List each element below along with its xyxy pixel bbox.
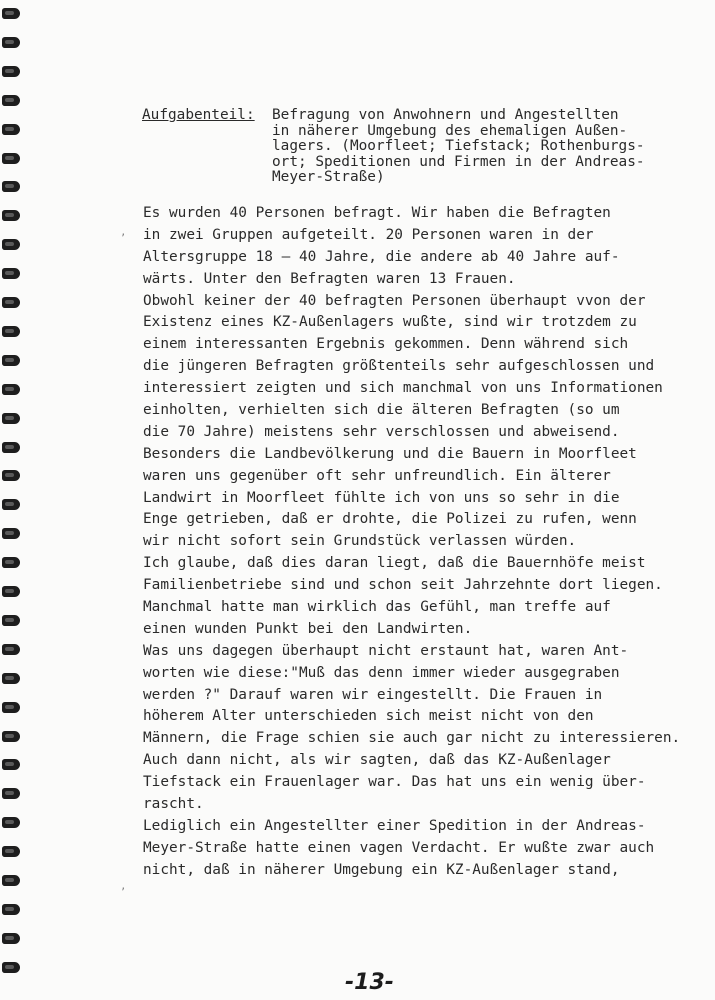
binding-ring [2,355,20,366]
binding-ring [2,153,20,164]
binding-ring [2,297,20,308]
binding-ring [2,817,20,828]
binding-ring [2,326,20,337]
binding-ring [2,66,20,77]
text-line: interessiert zeigten und sich manchmal von uns Informationen [143,380,663,397]
text-line: Auch dann nicht, als wir sagten, daß das KZ-Außenlager [143,752,611,769]
binding-ring [2,95,20,106]
text-line: Existenz eines KZ-Außenlagers wußte, sind wir trotzdem zu [143,314,637,331]
binding-ring [2,470,20,481]
text-line: werden ?" Darauf waren wir eingestellt. Die Frauen in [143,686,603,703]
text-line: einen wunden Punkt bei den Landwirten. [143,620,473,637]
text-line: waren uns gegenüber oft sehr unfreundlich. Ein älterer [143,467,611,484]
text-line: Landwirt in Moorfleet fühlte ich von uns so sehr in die [143,489,620,506]
text-line: wir nicht sofort sein Grundstück verlassen würden. [143,533,577,550]
binding-ring [2,442,20,453]
binding-ring [2,759,20,770]
binding-ring [2,268,20,279]
heading-description: Befragung von Anwohnern und Angestellten in näherer Umgebung des ehemaligen Außen- lagers. (Moorfleet; Tiefstack; Rothenburgs- ort; Speditionen und Firmen in der Andreas- Meyer-Straße) [272,107,645,185]
binding-ring [2,673,20,684]
text-line: worten wie diese:"Muß das denn immer wieder ausgegraben [143,664,620,681]
binding-ring [2,181,20,192]
binding-ring [2,962,20,973]
text-line: Familienbetriebe sind und schon seit Jahrzehnte dort liegen. [143,577,663,594]
page-number: -13- [345,970,394,995]
text-line: die 70 Jahre) meistens sehr verschlossen und abweisend. [143,423,620,440]
body-text [143,203,703,882]
text-line: Tiefstack ein Frauenlager war. Das hat uns ein wenig über- [143,774,646,791]
text-line: rascht. [143,796,204,813]
binding-ring [2,615,20,626]
binding-ring [2,499,20,510]
text-line: Meyer-Straße hatte einen vagen Verdacht. Er wußte zwar auch [143,839,655,856]
binding-ring [2,904,20,915]
text-line: Lediglich ein Angestellter einer Spedition in der Andreas- [143,817,646,834]
binding-ring [2,37,20,48]
binding-ring [2,644,20,655]
binding-ring [2,528,20,539]
binding-ring [2,557,20,568]
binding-ring [2,875,20,886]
text-line: Obwohl keiner der 40 befragten Personen überhaupt vvon der [143,292,646,309]
binding-ring [2,124,20,135]
text-line: einholten, verhielten sich die älteren Befragten (so um [143,402,620,419]
margin-tick-mark: ’ [120,233,127,244]
binding-ring [2,788,20,799]
text-line: höherem Alter unterschieden sich meist nicht von den [143,708,594,725]
text-line: Manchmal hatte man wirklich das Gefühl, man treffe auf [143,599,611,616]
binding-ring [2,933,20,944]
binding-ring [2,239,20,250]
binding-ring [2,384,20,395]
binding-ring [2,731,20,742]
text-line: nicht, daß in näherer Umgebung ein KZ-Außenlager stand, [143,861,620,878]
text-line: wärts. Unter den Befragten waren 13 Frauen. [143,270,516,287]
text-line: Enge getrieben, daß er drohte, die Polizei zu rufen, wenn [143,511,637,528]
binding-ring [2,586,20,597]
text-line: Männern, die Frage schien sie auch gar nicht zu interessieren. [143,730,681,747]
text-line: Altersgruppe 18 ‒ 40 Jahre, die andere ab 40 Jahre auf- [143,248,620,265]
text-line: Es wurden 40 Personen befragt. Wir haben die Befragten [143,205,611,221]
spiral-binding [0,0,24,1000]
text-line: einem interessanten Ergebnis gekommen. Denn während sich [143,336,629,353]
text-line: Besonders die Landbevölkerung und die Bauern in Moorfleet [143,445,637,462]
margin-tick-mark: ’ [120,887,127,898]
binding-ring [2,413,20,424]
text-line: in zwei Gruppen aufgeteilt. 20 Personen waren in der [143,226,594,243]
heading-label: Aufgabenteil: [142,107,255,123]
text-line: Ich glaube, daß dies daran liegt, daß die Bauernhöfe meist [143,555,646,572]
text-line: Was uns dagegen überhaupt nicht erstaunt hat, waren Ant- [143,642,629,659]
binding-ring [2,210,20,221]
binding-ring [2,8,20,19]
section-heading [142,108,682,186]
binding-ring [2,702,20,713]
binding-ring [2,846,20,857]
text-line: die jüngeren Befragten größtenteils sehr aufgeschlossen und [143,358,655,375]
